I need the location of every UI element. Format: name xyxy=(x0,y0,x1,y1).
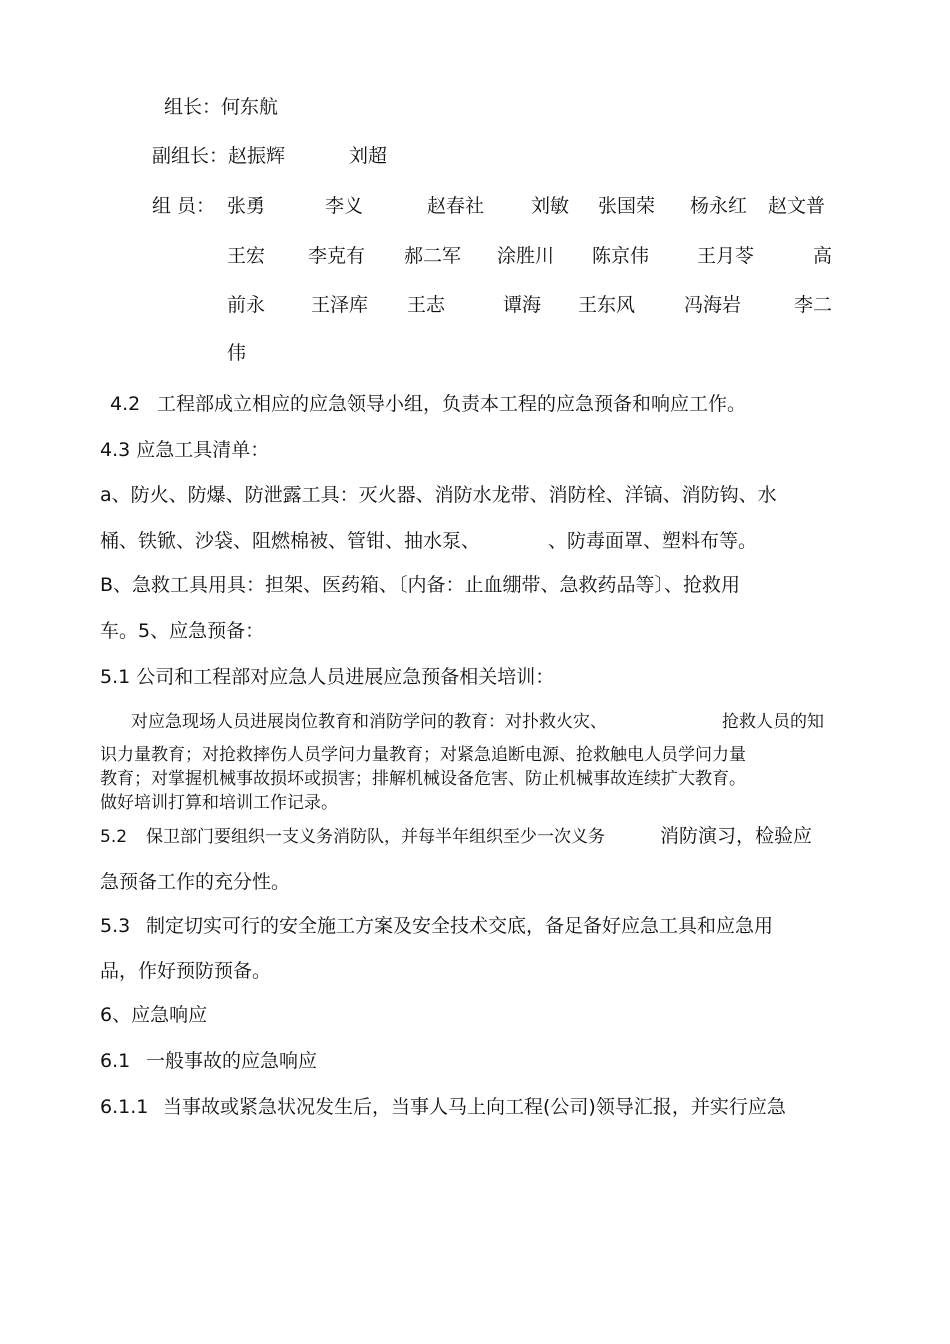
member-name: 陈京伟 xyxy=(592,245,650,267)
member-name: 王志 xyxy=(407,294,446,316)
section-heading: 4.3 应急工具清单： xyxy=(100,439,270,461)
member-name: 高 xyxy=(813,245,833,267)
member-name: 郝二军 xyxy=(404,245,462,267)
member-name: 李二 xyxy=(794,294,833,316)
member-name: 谭海 xyxy=(503,294,542,316)
member-name: 张勇 xyxy=(227,195,266,217)
member-name: 冯海岩 xyxy=(684,294,742,316)
member-name: 王宏 xyxy=(227,245,266,267)
paragraph-line: 、防毒面罩、塑料布等。 xyxy=(548,530,758,552)
section-text: 当事故或紧急状况发生后，当事人马上向工程(公司)领导汇报，并实行应急 xyxy=(163,1096,786,1118)
member-name: 李克有 xyxy=(308,245,366,267)
member-name: 王月苓 xyxy=(697,245,755,267)
member-name: 李义 xyxy=(325,195,364,217)
member-name: 刘敏 xyxy=(531,195,570,217)
paragraph-line: B、急救工具用具：担架、医药箱、〔内备：止血绷带、急救药品等〕、抢救用 xyxy=(100,574,741,596)
section-text: 消防演习，检验应 xyxy=(660,825,813,847)
member-name: 张国荣 xyxy=(598,195,656,217)
section-number: 6.1.1 xyxy=(100,1096,149,1118)
paragraph-line: 急预备工作的充分性。 xyxy=(100,871,291,893)
member-name: 前永 xyxy=(227,294,266,316)
section-text: 制定切实可行的安全施工方案及安全技术交底，备足备好应急工具和应急用 xyxy=(146,915,774,937)
section-text: 工程部成立相应的应急领导小组，负责本工程的应急预备和响应工作。 xyxy=(157,393,747,415)
section-number: 4.2 xyxy=(110,393,141,415)
paragraph-line: 抢救人员的知 xyxy=(722,712,824,732)
team-leader: 组长：何东航 xyxy=(164,96,279,118)
member-name: 赵文普 xyxy=(768,195,826,217)
paragraph-line: 对应急现场人员进展岗位教育和消防学问的教育：对扑救火灾、 xyxy=(131,712,607,732)
member-name: 赵春社 xyxy=(427,195,485,217)
team-deputy: 副组长：赵振辉 xyxy=(152,145,286,167)
section-number: 5.2 xyxy=(100,827,128,847)
team-deputy-2: 刘超 xyxy=(349,145,388,167)
section-text: 一般事故的应急响应 xyxy=(146,1050,318,1072)
paragraph-line: 桶、铁锨、沙袋、阻燃棉被、管钳、抽水泵、 xyxy=(100,530,481,552)
member-name: 王东风 xyxy=(578,294,636,316)
member-name: 伟 xyxy=(227,342,247,364)
member-name: 王泽库 xyxy=(311,294,369,316)
section-number: 6.1 xyxy=(100,1050,131,1072)
section-heading: 6、应急响应 xyxy=(100,1004,208,1026)
team-members-label: 组 员： xyxy=(152,195,216,217)
section-number: 5.3 xyxy=(100,915,131,937)
paragraph-line: a、防火、防爆、防泄露工具：灭火器、消防水龙带、消防栓、洋镐、消防钩、水 xyxy=(100,484,777,506)
section-text: 保卫部门要组织一支义务消防队，并每半年组织至少一次义务 xyxy=(146,827,605,847)
member-name: 涂胜川 xyxy=(497,245,555,267)
paragraph-line: 识力量教育；对抢救摔伤人员学问力量教育；对紧急追断电源、抢救触电人员学问力量 xyxy=(100,745,746,765)
paragraph-line: 品，作好预防预备。 xyxy=(100,960,272,982)
paragraph-line: 车。5、应急预备： xyxy=(100,620,265,642)
section-heading: 5.1 公司和工程部对应急人员进展应急预备相关培训： xyxy=(100,666,555,688)
paragraph-line: 做好培训打算和培训工作记录。 xyxy=(100,793,338,813)
member-name: 杨永红 xyxy=(690,195,748,217)
paragraph-line: 教育；对掌握机械事故损坏或损害；排解机械设备危害、防止机械事故连续扩大教育。 xyxy=(100,769,746,789)
